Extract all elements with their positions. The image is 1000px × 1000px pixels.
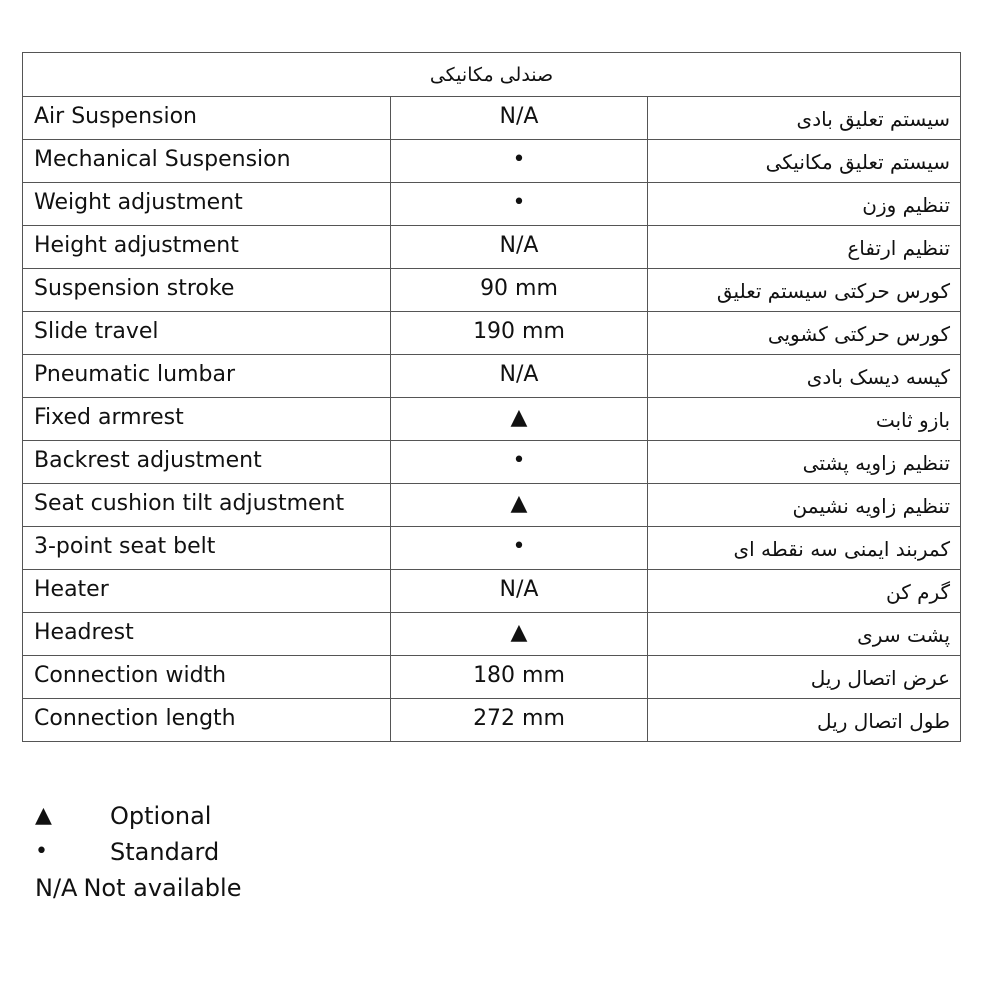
feature-value: ▲ [391,613,648,656]
legend-na-symbol: N/A [35,874,78,902]
feature-name-fa: کمربند ایمنی سه نقطه ای [648,527,961,570]
feature-value: 190 mm [391,312,648,355]
feature-name-en: Air Suspension [23,97,391,140]
feature-name-fa: تنظیم زاویه پشتی [648,441,961,484]
feature-name-fa: تنظیم زاویه نشیمن [648,484,961,527]
legend-not-available-label: Not available [83,874,242,902]
table-title: صندلی مکانیکی [23,53,961,97]
feature-name-en: Fixed armrest [23,398,391,441]
feature-name-fa: سیستم تعلیق مکانیکی [648,140,961,183]
feature-name-fa: کیسه دیسک بادی [648,355,961,398]
feature-value: • [391,441,648,484]
legend-optional [35,798,241,834]
legend-standard [35,834,241,870]
feature-name-en: Heater [23,570,391,613]
feature-name-en: Mechanical Suspension [23,140,391,183]
feature-name-en: Connection length [23,699,391,742]
feature-value: ▲ [391,484,648,527]
table-row [23,355,961,398]
spec-table [22,52,961,742]
feature-name-fa: پشت سری [648,613,961,656]
table-row [23,484,961,527]
feature-name-fa: طول اتصال ریل [648,699,961,742]
feature-value: • [391,183,648,226]
feature-value: N/A [391,570,648,613]
bullet-icon: • [35,839,48,864]
table-row [23,570,961,613]
table-title-row [23,53,961,97]
table-row [23,656,961,699]
feature-name-fa: بازو ثابت [648,398,961,441]
feature-name-fa: تنظیم وزن [648,183,961,226]
feature-value: N/A [391,226,648,269]
feature-name-en: Height adjustment [23,226,391,269]
legend-optional-label: Optional [110,802,212,830]
table-row [23,441,961,484]
feature-value: • [391,527,648,570]
feature-name-fa: عرض اتصال ریل [648,656,961,699]
feature-name-en: Weight adjustment [23,183,391,226]
feature-name-en: Pneumatic lumbar [23,355,391,398]
feature-value: N/A [391,97,648,140]
table-row [23,269,961,312]
feature-value: 180 mm [391,656,648,699]
table-row [23,613,961,656]
table-row [23,140,961,183]
feature-name-en: 3-point seat belt [23,527,391,570]
triangle-icon: ▲ [35,803,52,828]
table-row [23,312,961,355]
legend-standard-label: Standard [110,838,220,866]
feature-value: 272 mm [391,699,648,742]
feature-value: 90 mm [391,269,648,312]
table-row [23,527,961,570]
feature-name-en: Suspension stroke [23,269,391,312]
table-row [23,398,961,441]
table-row [23,226,961,269]
feature-value: ▲ [391,398,648,441]
legend [35,798,241,906]
table-row [23,183,961,226]
feature-value: • [391,140,648,183]
feature-name-fa: تنظیم ارتفاع [648,226,961,269]
table-row [23,97,961,140]
feature-name-fa: سیستم تعلیق بادی [648,97,961,140]
table-row [23,699,961,742]
legend-not-available [35,870,241,906]
feature-name-en: Slide travel [23,312,391,355]
feature-value: N/A [391,355,648,398]
feature-name-en: Backrest adjustment [23,441,391,484]
feature-name-fa: گرم کن [648,570,961,613]
feature-name-fa: کورس حرکتی کشویی [648,312,961,355]
feature-name-en: Headrest [23,613,391,656]
feature-name-en: Seat cushion tilt adjustment [23,484,391,527]
feature-name-fa: کورس حرکتی سیستم تعلیق [648,269,961,312]
feature-name-en: Connection width [23,656,391,699]
